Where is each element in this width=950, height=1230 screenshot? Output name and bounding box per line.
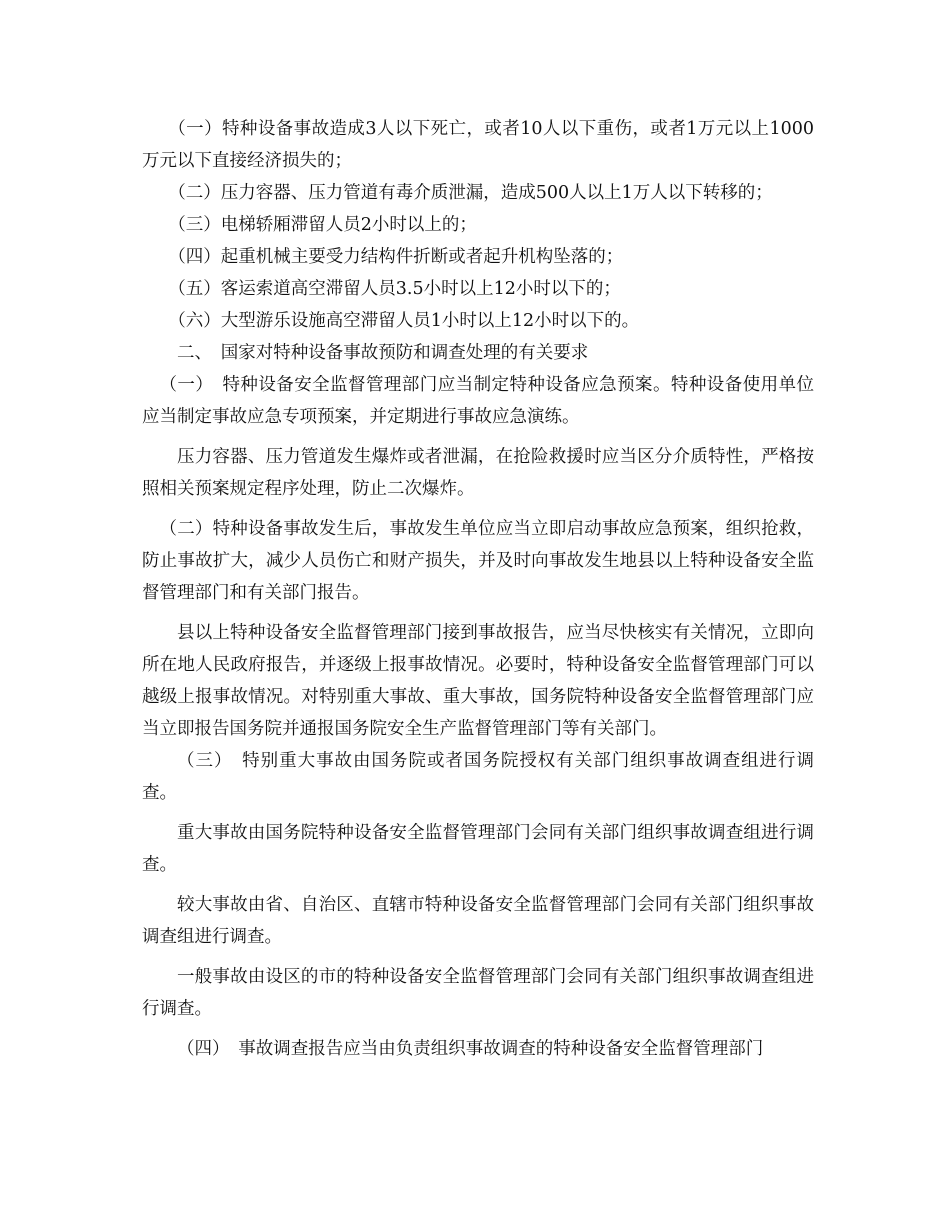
paragraph-requirement-2: （二）特种设备事故发生后，事故发生单位应当立即启动事故应急预案，组织抢救，防止事故扩大，减少人员伤亡和财产损失，并及时向事故发生地县以上特种设备安全监督管理部门和有关部门报告。 [142,519,814,603]
paragraph-item-3: （三）电梯轿厢滞留人员2小时以上的； [168,215,477,235]
paragraph-item-4: （四）起重机械主要受力结构件折断或者起升机构坠落的； [168,247,624,267]
paragraph-item-6: （六）大型游乐设施高空滞留人员1小时以上12小时以下的。 [168,311,640,331]
paragraph-reporting: 县以上特种设备安全监督管理部门接到事故报告，应当尽快核实有关情况，立即向所在地人民政府报告，并逐级上报事故情况。必要时，特种设备安全监督管理部门可以越级上报事故情况。对特别重大事故、重大事故，国务院特种设备安全监督管理部门应当立即报告国务院并通报国务院安全生产监督管理部门等有关部门。 [142,623,814,739]
paragraph-large-accident: 较大事故由省、自治区、直辖市特种设备安全监督管理部门会同有关部门组织事故调查组进行调查。 [142,895,814,947]
paragraph-requirement-1: （一） 特种设备安全监督管理部门应当制定特种设备应急预案。特种设备使用单位应当制定事故应急专项预案，并定期进行事故应急演练。 [142,375,814,427]
paragraph-item-2: （二）压力容器、压力管道有毒介质泄漏，造成500人以上1万人以下转移的； [168,183,773,203]
paragraph-item-1: （一）特种设备事故造成3人以下死亡，或者10人以下重伤，或者1万元以上1000万元以下直接经济损失的； [142,119,814,171]
document-body [142,113,814,1065]
section-heading: 二、 国家对特种设备事故预防和调查处理的有关要求 [177,343,589,363]
paragraph-general-accident: 一般事故由设区的市的特种设备安全监督管理部门会同有关部门组织事故调查组进行调查。 [142,967,814,1019]
paragraph-requirement-4: （四） 事故调查报告应当由负责组织事故调查的特种设备安全监督管理部门 [177,1039,764,1059]
paragraph-major-accident: 重大事故由国务院特种设备安全监督管理部门会同有关部门组织事故调查组进行调查。 [142,823,814,875]
paragraph-explosion: 压力容器、压力管道发生爆炸或者泄漏，在抢险救援时应当区分介质特性，严格按照相关预案规定程序处理，防止二次爆炸。 [142,447,814,499]
paragraph-item-5: （五）客运索道高空滞留人员3.5小时以上12小时以下的； [168,279,621,299]
paragraph-requirement-3: （三） 特别重大事故由国务院或者国务院授权有关部门组织事故调查组进行调查。 [142,751,814,803]
